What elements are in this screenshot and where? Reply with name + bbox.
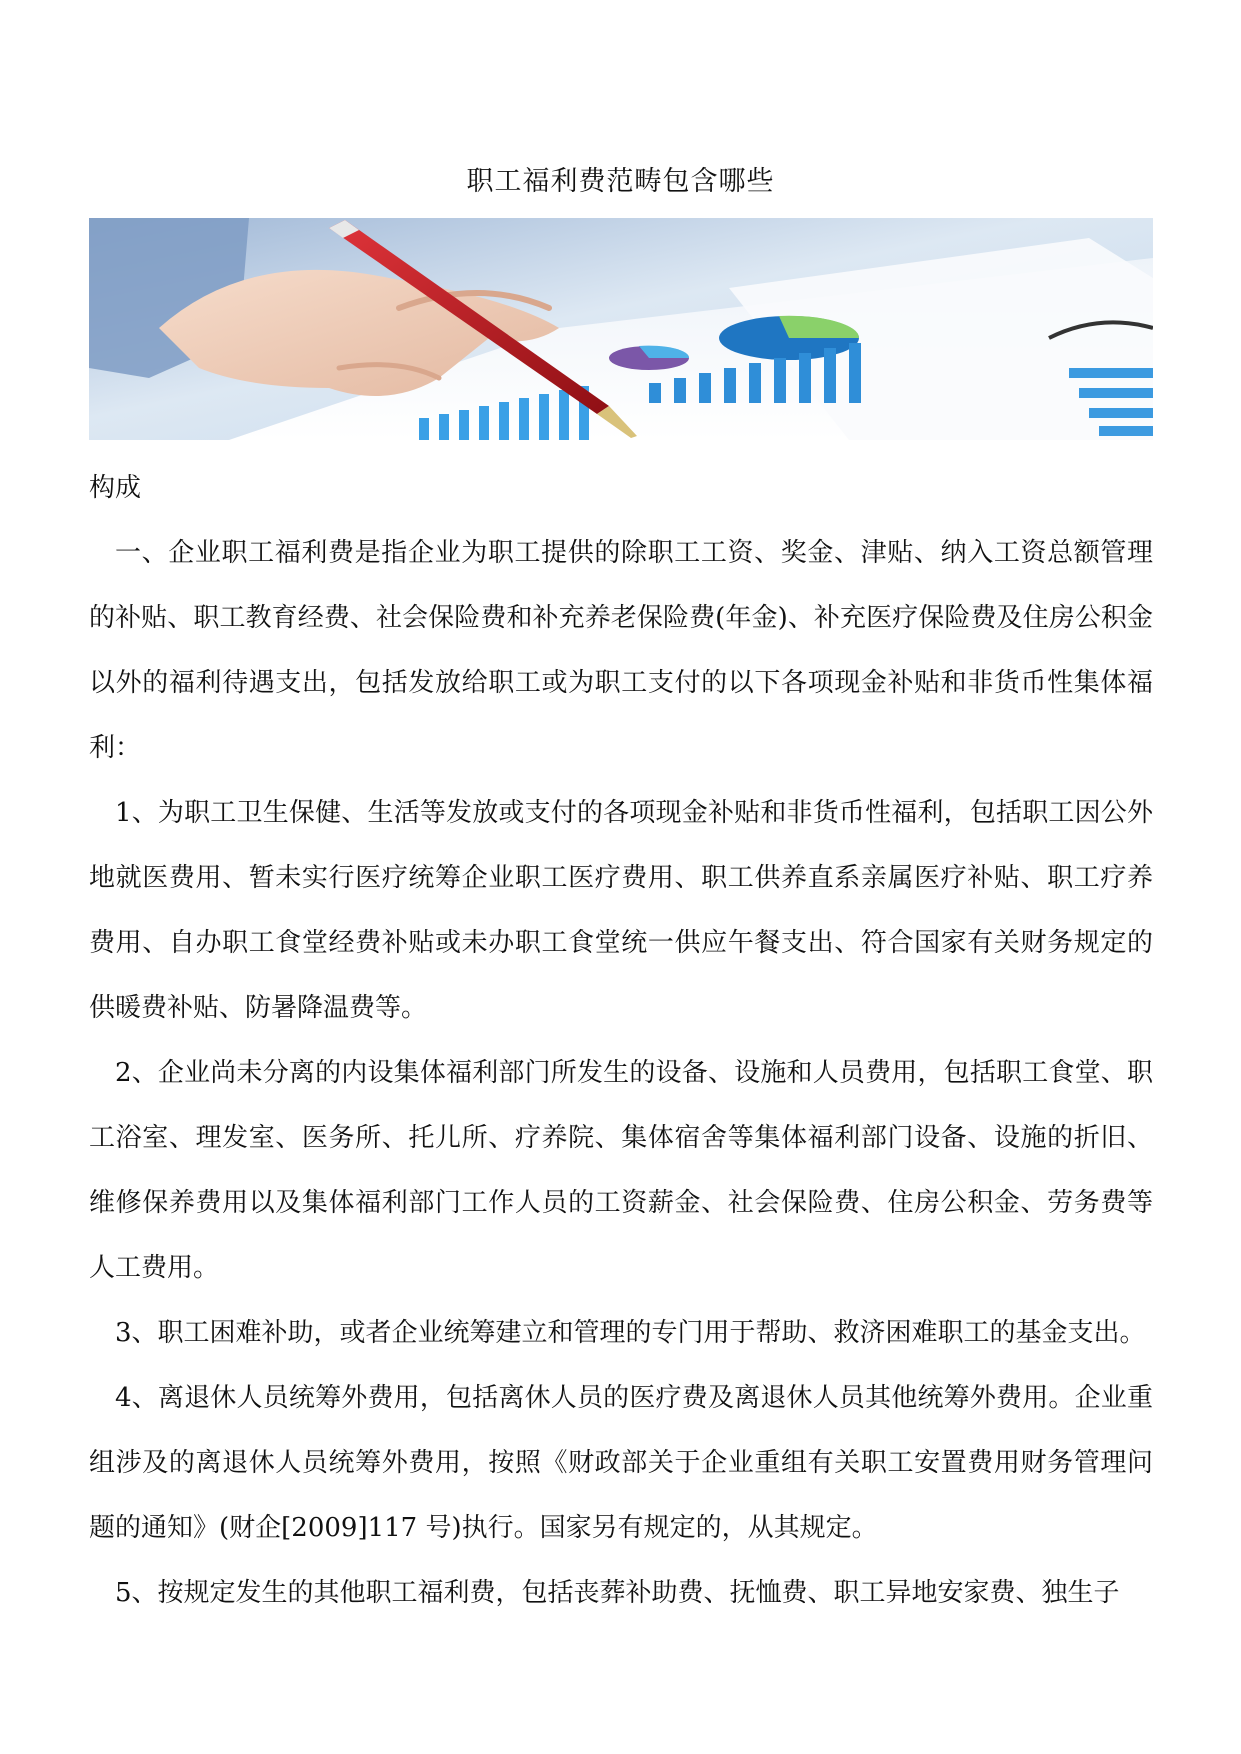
banner-image bbox=[89, 218, 1153, 440]
paragraph-intro: 一、企业职工福利费是指企业为职工提供的除职工工资、奖金、津贴、纳入工资总额管理的补贴、职工教育经费、社会保险费和补充养老保险费(年金)、补充医疗保险费及住房公积金以外的福利待遇支出，包括发放给职工或为职工支付的以下各项现金补贴和非货币性集体福利： bbox=[89, 538, 1153, 763]
section-heading: 构成 bbox=[89, 473, 142, 503]
business-chart-pen-photo-icon bbox=[89, 218, 1153, 440]
paragraph-item-2: 2、企业尚未分离的内设集体福利部门所发生的设备、设施和人员费用，包括职工食堂、职工浴室、理发室、医务所、托儿所、疗养院、集体宿舍等集体福利部门设备、设施的折旧、维修保养费用以及集体福利部门工作人员的工资薪金、社会保险费、住房公积金、劳务费等人工费用。 bbox=[89, 1058, 1153, 1283]
document-body bbox=[89, 456, 1153, 1626]
paragraph-item-4: 4、离退休人员统筹外费用，包括离休人员的医疗费及离退休人员其他统筹外费用。企业重组涉及的离退休人员统筹外费用，按照《财政部关于企业重组有关职工安置费用财务管理问题的通知》(财企[2009]117 号)执行。国家另有规定的，从其规定。 bbox=[89, 1383, 1153, 1543]
paragraph-item-5: 5、按规定发生的其他职工福利费，包括丧葬补助费、抚恤费、职工异地安家费、独生子 bbox=[115, 1578, 1120, 1608]
paragraph-item-3: 3、职工困难补助，或者企业统筹建立和管理的专门用于帮助、救济困难职工的基金支出。 bbox=[115, 1318, 1146, 1348]
paragraph-item-1: 1、为职工卫生保健、生活等发放或支付的各项现金补贴和非货币性福利，包括职工因公外地就医费用、暂未实行医疗统筹企业职工医疗费用、职工供养直系亲属医疗补贴、职工疗养费用、自办职工食堂经费补贴或未办职工食堂统一供应午餐支出、符合国家有关财务规定的供暖费补贴、防暑降温费等。 bbox=[89, 798, 1153, 1023]
document-title: 职工福利费范畴包含哪些 bbox=[466, 166, 775, 197]
